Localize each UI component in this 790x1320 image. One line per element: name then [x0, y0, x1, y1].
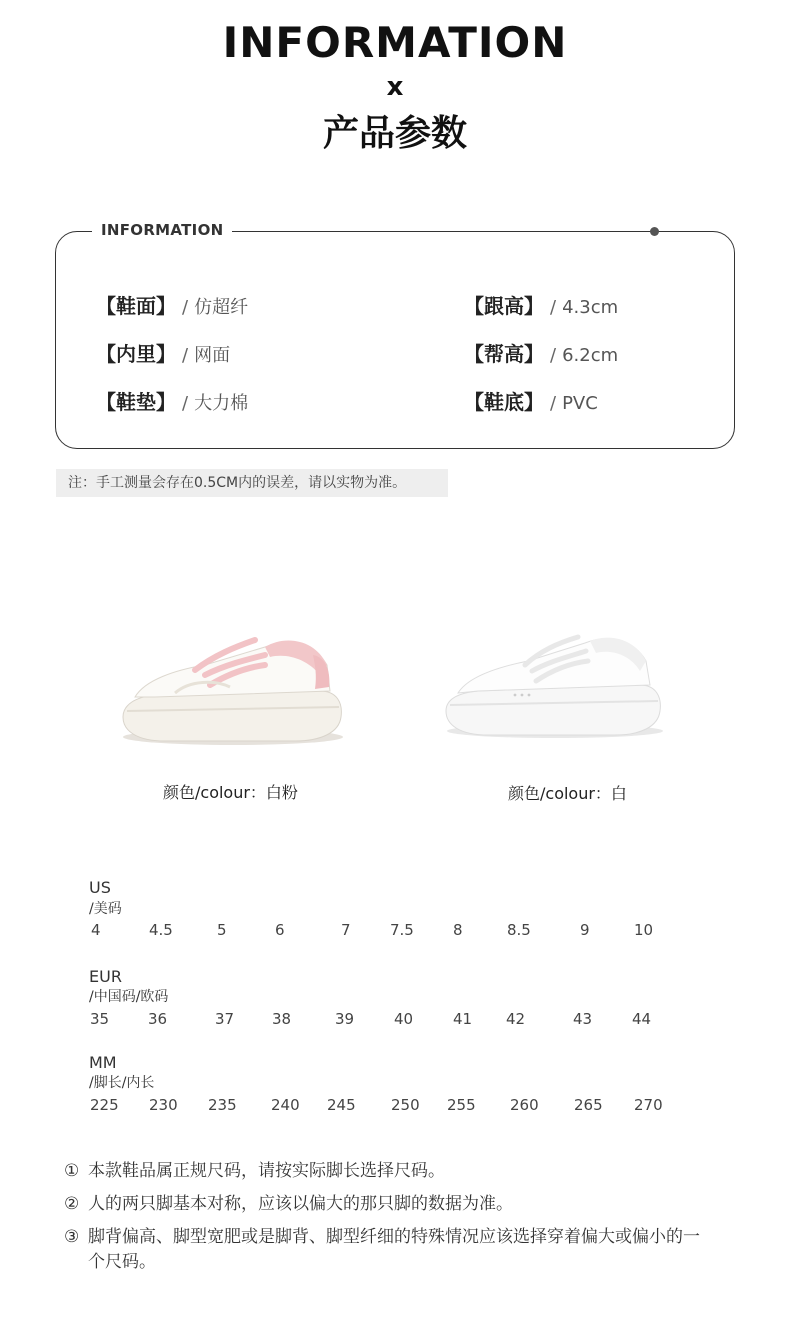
tip-text: 本款鞋品属正规尺码，请按实际脚长选择尺码。	[88, 1161, 445, 1181]
size-cell: 225	[90, 1096, 119, 1114]
tip-number: ③	[64, 1227, 80, 1247]
spec-value: PVC	[562, 393, 598, 414]
size-cell: 265	[574, 1096, 603, 1114]
spec-sep: /	[182, 345, 189, 366]
size-cell: 41	[453, 1010, 473, 1028]
size-cell: 250	[391, 1096, 420, 1114]
shoe-image-white	[440, 625, 670, 743]
spec-sole	[464, 386, 598, 415]
spec-value: 网面	[194, 345, 231, 366]
product-caption-white: 颜色/colour：白	[508, 784, 627, 803]
size-row-us-sub: /美码	[89, 901, 122, 917]
page-title-en: INFORMATION	[222, 18, 568, 67]
tip-text: 脚背偏高、脚型宽肥或是脚背、脚型纤细的特殊情况应该选择穿着偏大或偏小的一个尺码。	[88, 1227, 700, 1272]
size-cell: 270	[634, 1096, 663, 1114]
spec-value: 大力棉	[194, 393, 249, 414]
size-cell: 4.5	[149, 921, 173, 939]
size-cell: 39	[335, 1010, 355, 1028]
size-cell: 8	[453, 921, 463, 939]
product-caption-white-pink: 颜色/colour：白粉	[163, 783, 298, 802]
size-cell: 245	[327, 1096, 356, 1114]
shoe-image-white-pink	[115, 625, 350, 750]
spec-key: 【内里】	[96, 342, 176, 366]
size-cell: 230	[149, 1096, 178, 1114]
size-cell: 35	[90, 1010, 110, 1028]
size-tip-1	[64, 1159, 734, 1184]
spec-box-dot	[650, 227, 659, 236]
size-cell: 44	[632, 1010, 652, 1028]
spec-heel-height	[464, 290, 618, 319]
size-cell: 4	[91, 921, 101, 939]
size-cell: 37	[215, 1010, 235, 1028]
tip-number: ①	[64, 1161, 80, 1181]
size-cell: 7.5	[390, 921, 414, 939]
spec-value: 6.2cm	[562, 345, 619, 366]
size-cell: 36	[148, 1010, 168, 1028]
size-tip-3	[64, 1225, 734, 1275]
title-separator: x	[386, 72, 404, 102]
spec-sep: /	[550, 345, 557, 366]
size-row-eur-label: EUR	[89, 967, 122, 986]
size-row-us-label: US	[89, 878, 111, 897]
spec-sep: /	[182, 297, 189, 318]
spec-key: 【鞋面】	[96, 294, 176, 318]
size-row-mm-label: MM	[89, 1053, 117, 1072]
size-cell: 7	[341, 921, 351, 939]
spec-box-label: INFORMATION	[92, 221, 232, 239]
size-cell: 255	[447, 1096, 476, 1114]
spec-key: 【鞋垫】	[96, 390, 176, 414]
spec-sep: /	[182, 393, 189, 414]
page-title-cn: 产品参数	[322, 113, 467, 154]
size-cell: 42	[506, 1010, 526, 1028]
size-cell: 10	[634, 921, 654, 939]
size-cell: 235	[208, 1096, 237, 1114]
size-cell: 38	[272, 1010, 292, 1028]
size-cell: 40	[394, 1010, 414, 1028]
size-cell: 8.5	[507, 921, 531, 939]
size-row-mm-sub: /脚长/内长	[89, 1075, 155, 1091]
size-cell: 6	[275, 921, 285, 939]
spec-sep: /	[550, 393, 557, 414]
size-cell: 240	[271, 1096, 300, 1114]
spec-value: 4.3cm	[562, 297, 619, 318]
size-cell: 260	[510, 1096, 539, 1114]
spec-sep: /	[550, 297, 557, 318]
spec-key: 【跟高】	[464, 294, 544, 318]
tip-number: ②	[64, 1194, 80, 1214]
spec-shaft-height	[464, 338, 618, 367]
size-cell: 43	[573, 1010, 593, 1028]
tip-text: 人的两只脚基本对称，应该以偏大的那只脚的数据为准。	[88, 1194, 513, 1214]
spec-key: 【鞋底】	[464, 390, 544, 414]
spec-value: 仿超纤	[194, 297, 249, 318]
size-row-eur-sub: /中国码/欧码	[89, 989, 169, 1005]
spec-key: 【帮高】	[464, 342, 544, 366]
measurement-note: 注：手工测量会存在0.5CM内的误差，请以实物为准。	[56, 469, 448, 497]
spec-insole	[96, 386, 248, 415]
spec-upper	[96, 290, 248, 319]
spec-lining	[96, 338, 230, 367]
size-cell: 5	[217, 921, 227, 939]
size-cell: 9	[580, 921, 590, 939]
size-tip-2	[64, 1192, 734, 1217]
